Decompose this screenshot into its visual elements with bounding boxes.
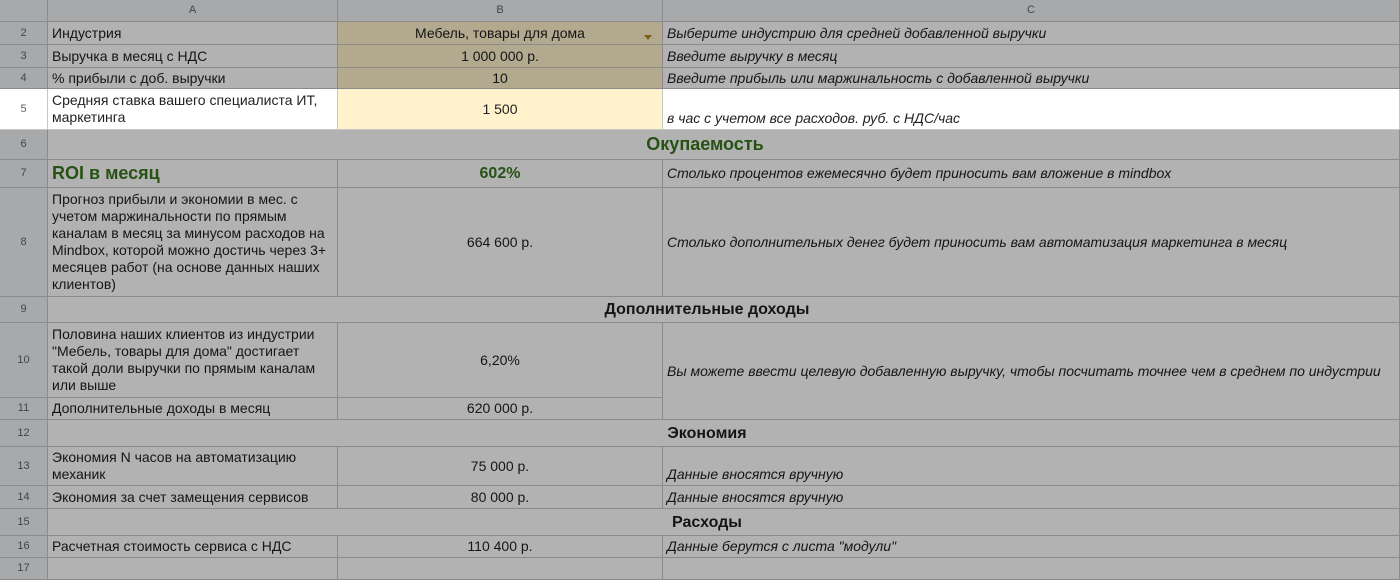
roi-value[interactable]: 602%	[338, 160, 663, 188]
cell-c4[interactable]: Введите прибыль или маржинальность с добавленной выручки	[663, 68, 1400, 89]
row-header-5[interactable]: 5	[0, 89, 48, 130]
row-header-3[interactable]: 3	[0, 45, 48, 68]
section-title-expenses[interactable]	[48, 509, 1400, 536]
section-title-payback-text: Окупаемость	[646, 134, 764, 154]
row-header-12[interactable]: 12	[0, 420, 48, 447]
row-header-11[interactable]: 11	[0, 398, 48, 420]
section-title-additional-income-text: Дополнительные доходы	[604, 301, 810, 318]
section-title-savings-text: Экономия	[667, 424, 747, 442]
cell-c3[interactable]: Введите выручку в месяц	[663, 45, 1400, 68]
cell-a14[interactable]: Экономия за счет замещения сервисов	[48, 486, 338, 509]
cell-c10-merged[interactable]: Вы можете ввести целевую добавленную выручку, чтобы посчитать точнее чем в среднем по индустрии	[663, 323, 1400, 420]
column-header-b[interactable]: B	[338, 0, 663, 22]
cell-a4[interactable]: % прибыли с доб. выручки	[48, 68, 338, 89]
section-title-payback[interactable]	[48, 130, 1400, 160]
row-header-14[interactable]: 14	[0, 486, 48, 509]
cell-c2[interactable]: Выберите индустрию для средней добавленной выручки	[663, 22, 1400, 45]
industry-dropdown-cell[interactable]	[338, 22, 663, 45]
column-header-a[interactable]: A	[48, 0, 338, 22]
target-share-value[interactable]: 6,20%	[338, 323, 663, 398]
cell-a8[interactable]: Прогноз прибыли и экономии в мес. с учетом маржинальности по прямым каналам в месяц за минусом расходов на Mindbox, которой можно достичь через 3+ месяцев работ (на основе данных наших клиентов)	[48, 188, 338, 297]
cell-a16[interactable]: Расчетная стоимость сервиса с НДС	[48, 536, 338, 558]
cell-a11[interactable]: Дополнительные доходы в месяц	[48, 398, 338, 420]
roi-label[interactable]: ROI в месяц	[48, 160, 338, 188]
additional-income-value[interactable]: 620 000 р.	[338, 398, 663, 420]
row-header-2[interactable]: 2	[0, 22, 48, 45]
services-savings-value[interactable]: 80 000 р.	[338, 486, 663, 509]
industry-value: Мебель, товары для дома	[415, 24, 585, 41]
cell-c16[interactable]: Данные берутся с листа "модули"	[663, 536, 1400, 558]
row-header-9[interactable]: 9	[0, 297, 48, 323]
cell-a13[interactable]: Экономия N часов на автоматизацию механик	[48, 447, 338, 486]
row-header-6[interactable]: 6	[0, 130, 48, 160]
forecast-value[interactable]: 664 600 р.	[338, 188, 663, 297]
row-header-13[interactable]: 13	[0, 447, 48, 486]
dropdown-arrow-icon[interactable]	[644, 35, 652, 40]
automation-savings-value[interactable]: 75 000 р.	[338, 447, 663, 486]
cell-c5[interactable]: в час с учетом все расходов. руб. с НДС/час	[663, 89, 1400, 130]
section-title-expenses-text: Расходы	[672, 513, 742, 531]
column-header-c[interactable]: C	[663, 0, 1400, 22]
service-cost-value[interactable]: 110 400 р.	[338, 536, 663, 558]
row-header-7[interactable]: 7	[0, 160, 48, 188]
cell-a10[interactable]: Половина наших клиентов из индустрии "Мебель, товары для дома" достигает такой доли выручки по прямым каналам или выше	[48, 323, 338, 398]
cell-c7[interactable]: Столько процентов ежемесячно будет приносить вам вложение в mindbox	[663, 160, 1400, 188]
rate-input-cell[interactable]: 1 500	[338, 89, 663, 130]
cell-c14[interactable]: Данные вносятся вручную	[663, 486, 1400, 509]
row-header-4[interactable]: 4	[0, 68, 48, 89]
row-header-8[interactable]: 8	[0, 188, 48, 297]
cell-a2[interactable]: Индустрия	[48, 22, 338, 45]
cell-a17[interactable]	[48, 558, 338, 580]
row-header-15[interactable]: 15	[0, 509, 48, 536]
row-header-10[interactable]: 10	[0, 323, 48, 398]
cell-c17[interactable]	[663, 558, 1400, 580]
cell-c8[interactable]: Столько дополнительных денег будет приносить вам автоматизация маркетинга в месяц	[663, 188, 1400, 297]
section-title-savings[interactable]	[48, 420, 1400, 447]
row-header-17[interactable]: 17	[0, 558, 48, 580]
cell-c13[interactable]: Данные вносятся вручную	[663, 447, 1400, 486]
select-all-corner[interactable]	[0, 0, 48, 22]
section-title-additional-income[interactable]	[48, 297, 1400, 323]
cell-b17[interactable]	[338, 558, 663, 580]
profit-input-cell[interactable]: 10	[338, 68, 663, 89]
row-header-16[interactable]: 16	[0, 536, 48, 558]
cell-a3[interactable]: Выручка в месяц с НДС	[48, 45, 338, 68]
revenue-input-cell[interactable]: 1 000 000 р.	[338, 45, 663, 68]
cell-a5[interactable]: Средняя ставка вашего специалиста ИТ, маркетинга	[48, 89, 338, 130]
